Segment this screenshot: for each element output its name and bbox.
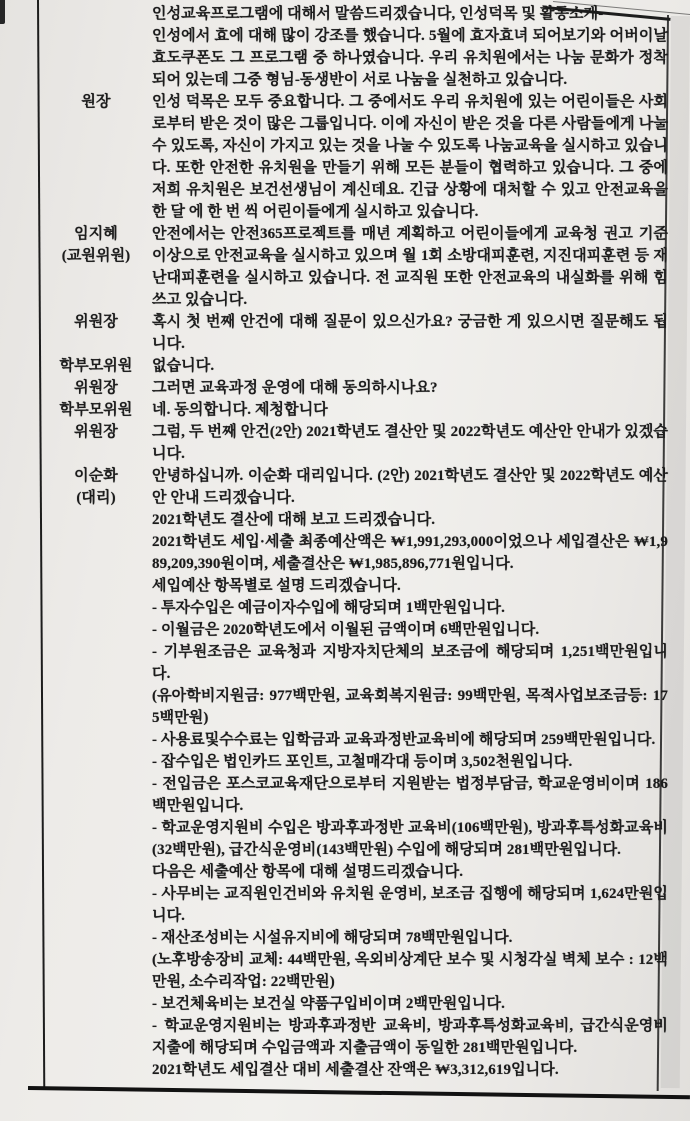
table-bottom-border [28,1086,690,1099]
minutes-row [40,355,674,377]
speech-paragraph: 그러면 교육과정 운영에 대해 동의하시나요? [152,380,438,396]
speaker-label [40,311,152,333]
speaker-label [40,399,152,421]
speaker-label-line: 이순화 [74,468,118,484]
speech-paragraph: - 전입금은 포스코교육재단으로부터 지원받는 법정부담금, 학교운영비이며 186백만원입니다. [152,776,668,814]
speech-paragraph: 2021학년도 세입결산 대비 세출결산 잔액은 ₩3,312,619입니다. [152,1062,559,1078]
speaker-label-line: 위원장 [74,424,118,440]
scan-corner-mark [0,0,5,24]
speech-paragraph: - 재산조성비는 시설유지비에 해당되며 78백만원입니다. [152,930,513,946]
minutes-row [40,3,674,91]
speech-paragraph: 2021학년도 세입·세출 최종예산액은 ₩1,991,293,000이었으나 세입결산은 ₩1,989,209,390원이며, 세출결산은 ₩1,985,896,771원입니다. [152,534,668,572]
speaker-label [40,223,152,267]
speaker-label-line: 위원장 [74,380,118,396]
speech-paragraph: - 기부원조금은 교육청과 지방자치단체의 보조금에 해당되며 1,251백만원입니다. [152,644,668,682]
speech-paragraph: 네. 동의합니다. 제청합니다 [152,402,328,418]
minutes-row [40,91,674,223]
speech-paragraph: 인성교육프로그램에 대해서 말씀드리겠습니다, 인성덕목 및 활동소개- [152,6,604,22]
speech-paragraph: 인성에서 효에 대해 많이 강조를 했습니다. 5월에 효자효녀 되어보기와 어버이날 효도쿠폰도 그 프로그램 중 하나였습니다. 우리 유치원에서는 나눔 문화가 정착되어 있는데 그중 형님-동생반이 서로 나눔을 실천하고 있습니다. [152,28,668,88]
speech-paragraph: 안전에서는 안전365프로젝트를 매년 계획하고 어린이들에게 교육청 권고 기준 이상으로 안전교육을 실시하고 있으며 월 1회 소방대피훈련, 지진대피훈련 등 재난대피훈련을 실시하고 있습니다. 전 교직원 또한 안전교육의 내실화를 위해 힘쓰고 있습니다. [152,226,668,308]
minutes-row [40,399,674,421]
speech-paragraph: - 보건체육비는 보건실 약품구입비이며 2백만원입니다. [152,996,505,1012]
speaker-label-line: 임지혜 [74,226,118,242]
speaker-label-line: 원장 [81,94,111,110]
speech-paragraph: 혹시 첫 번째 안건에 대해 질문이 있으신가요? 궁금한 게 있으시면 질문해도 됩니다. [152,314,668,352]
speech-text [152,399,674,421]
speaker-label-line: (교원위원) [61,248,131,264]
speech-text [152,465,674,1081]
speech-paragraph: - 학교운영지원비는 방과후과정반 교육비, 방과후특성화교육비, 급간식운영비 지출에 해당되며 수입금액과 지출금액이 동일한 281백만원입니다. [152,1018,668,1056]
speech-paragraph: (노후방송장비 교체: 44백만원, 옥외비상계단 보수 및 시청각실 벽체 보수 : 12백만원, 소수리작업: 22백만원) [152,952,668,990]
minutes-row [40,421,674,465]
minutes-row [40,311,674,355]
speech-paragraph: - 학교운영지원비 수입은 방과후과정반 교육비(106백만원), 방과후특성화교육비(32백만원), 급간식운영비(143백만원) 수입에 해당되며 281백만원입니다. [152,820,668,858]
speaker-label-line: 학부모위원 [59,402,133,418]
minutes-row [40,465,674,1081]
speech-text [152,377,674,399]
speech-paragraph: 세입예산 항목별로 설명 드리겠습니다. [152,578,401,594]
speaker-label [40,355,152,377]
speech-paragraph: 안녕하십니까. 이순화 대리입니다. (2안) 2021학년도 결산안 및 2022학년도 예산안 안내 드리겠습니다. [152,468,668,506]
speech-paragraph: 없습니다. [152,358,215,374]
speaker-label [40,465,152,509]
minutes-row [40,377,674,399]
speech-paragraph: - 잡수입은 법인카드 포인트, 고철매각대 등이며 3,502천원입니다. [152,754,573,770]
speaker-label-line: 위원장 [74,314,118,330]
speech-text [152,91,674,223]
speech-text [152,223,674,311]
speech-text [152,355,674,377]
minutes-content [40,3,674,1081]
speech-paragraph: (유아학비지원금: 977백만원, 교육회복지원금: 99백만원, 목적사업보조금등: 175백만원) [152,688,668,726]
speaker-label [40,91,152,113]
minutes-row [40,223,674,311]
speech-text [152,421,674,465]
speech-paragraph: 2021학년도 결산에 대해 보고 드리겠습니다. [152,512,436,528]
speech-paragraph: - 투자수입은 예금이자수입에 해당되며 1백만원입니다. [152,600,505,616]
speaker-label [40,421,152,443]
speech-paragraph: - 사무비는 교직원인건비와 유치원 운영비, 보조금 집행에 해당되며 1,624만원입니다. [152,886,668,924]
speech-paragraph: 그럼, 두 번째 안건(2안) 2021학년도 결산안 및 2022학년도 예산안 안내가 있겠습니다. [152,424,668,462]
speech-paragraph: - 사용료및수수료는 입학금과 교육과정반교육비에 해당되며 259백만원입니다. [152,732,656,748]
speech-text [152,311,674,355]
minutes-rows [40,3,674,1081]
speech-paragraph: 다음은 세출예산 항목에 대해 설명드리겠습니다. [152,864,464,880]
speaker-label-line: 학부모위원 [59,358,133,374]
speaker-label-line: (대리) [76,490,116,506]
speech-paragraph: 인성 덕목은 모두 중요합니다. 그 중에서도 우리 유치원에 있는 어린이들은 사회로부터 받은 것이 많은 그룹입니다. 이에 자신이 받은 것을 다른 사람들에게 나눌 수 있도록, 자신이 가지고 있는 것을 나눌 수 있도록 나눔교육을 실시하고 있습니다. 또한 안전한 유치원을 만들기 위해 모든 분들이 협력하고 있습니다. 그 중에 저희 유치원은 보건선생님이 계신데요. 긴급 상황에 대처할 수 있고 안전교육을 한 달 에 한 번 씩 어린이들에게 실시하고 있습니다. [152,94,668,220]
speech-text [152,3,674,91]
speaker-label [40,377,152,399]
speech-paragraph: - 이월금은 2020학년도에서 이월된 금액이며 6백만원입니다. [152,622,540,638]
